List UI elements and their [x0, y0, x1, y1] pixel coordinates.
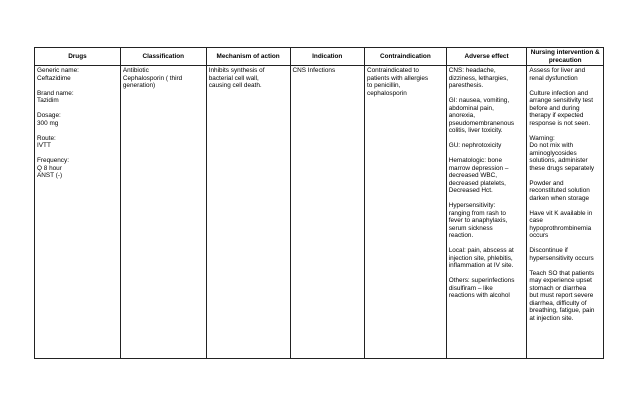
- cell-line: CNS Infections: [292, 67, 336, 74]
- cell-line: Q 8 hour: [37, 164, 62, 172]
- cell-line: Dosage:: [37, 112, 61, 119]
- cell-line: renal dysfunction: [529, 74, 578, 82]
- cell-line: arrange sensitivity test: [529, 97, 593, 104]
- cell-line: Tazidim: [37, 97, 59, 104]
- cell-line: CNS: headache,: [448, 67, 496, 74]
- cell-line: reconstituted solution: [529, 187, 590, 194]
- header-drugs: Drugs: [35, 48, 121, 66]
- cell-line: solutions, administer: [529, 157, 588, 164]
- cell-line: to penicillin,: [367, 82, 401, 89]
- cell-line: paresthesis.: [448, 82, 484, 89]
- table-row: [35, 66, 604, 359]
- cell-line: pseudomembranenous: [448, 119, 515, 127]
- header-adverse-effect: Adverse effect: [446, 48, 527, 66]
- paragraph-gap: [449, 240, 525, 248]
- cell-line: anorexia,: [448, 112, 476, 119]
- cell-line: hypersensitivity occurs: [529, 254, 594, 262]
- cell-line: Contraindicated to: [367, 67, 419, 74]
- cell-line: aminoglycosides: [529, 149, 577, 157]
- cell-line: generation): [122, 82, 156, 89]
- paragraph-gap: [529, 202, 601, 210]
- cell-line: Frequency:: [37, 157, 69, 164]
- cell-line: stomach or diarrhea: [529, 284, 587, 292]
- paragraph-gap: [449, 195, 525, 203]
- cell-line: Inhibits synthesis of: [208, 67, 265, 74]
- paragraph-gap: [37, 82, 118, 90]
- cell-line: therapy if expected: [529, 112, 584, 119]
- paragraph-gap: [449, 270, 525, 278]
- cell-line: bacterial cell wall,: [208, 74, 259, 82]
- cell-contraindication: [365, 66, 447, 359]
- cell-classification: [120, 66, 206, 359]
- cell-line: Teach SO that patients: [529, 269, 595, 277]
- cell-line: injection site, phlebitis,: [448, 254, 513, 262]
- cell-line: at injection site.: [529, 314, 574, 322]
- cell-line: fever to anaphylaxis,: [448, 217, 508, 224]
- cell-line: Generic name:: [37, 67, 79, 74]
- cell-line: 300 mg: [37, 119, 59, 127]
- cell-line: serum sickness: [448, 224, 493, 232]
- cell-line: darken when storage: [529, 194, 590, 202]
- cell-line: disulfiram – like: [448, 284, 493, 292]
- cell-line: abdominal pain,: [448, 104, 494, 112]
- cell-line: Ceftazidime: [37, 74, 71, 82]
- cell-line: reactions with alcohol: [448, 292, 510, 299]
- header-nursing-intervention: Nursing intervention & precaution: [527, 48, 604, 66]
- paragraph-gap: [449, 90, 525, 98]
- cell-line: decreased platelets,: [448, 179, 506, 187]
- cell-line: Hypersensitivity:: [448, 202, 496, 209]
- cell-line: Local: pain, abscess at: [448, 247, 514, 254]
- cell-drugs: [35, 66, 121, 359]
- cell-line: marrow depression –: [448, 164, 509, 172]
- cell-line: patients with allergies: [367, 74, 429, 82]
- cell-line: response is not seen.: [529, 119, 591, 127]
- cell-line: Others: superinfections: [448, 277, 515, 284]
- cell-line: these drugs separately: [529, 164, 595, 172]
- paragraph-gap: [37, 150, 118, 158]
- cell-line: Brand name:: [37, 89, 74, 97]
- drug-study-table: [34, 47, 604, 359]
- cell-line: cephalosporin: [367, 89, 407, 97]
- cell-line: reaction.: [448, 232, 474, 239]
- cell-line: may experience upset: [529, 277, 592, 284]
- paragraph-gap: [529, 262, 601, 270]
- cell-line: diarrhea, difficulty of: [529, 299, 587, 307]
- paragraph-gap: [529, 127, 601, 135]
- cell-line: Antibiotic: [122, 67, 149, 74]
- paragraph-gap: [529, 82, 601, 90]
- cell-line: dizziness, lethargies,: [448, 74, 509, 82]
- paragraph-gap: [529, 240, 601, 248]
- cell-line: occurs: [529, 232, 549, 239]
- cell-adverse-effect: [446, 66, 527, 359]
- cell-line: IVTT: [37, 142, 51, 149]
- cell-line: Have vit K available in: [529, 209, 593, 217]
- cell-line: decreased WBC,: [448, 172, 498, 179]
- cell-line: breathing, fatigue, pain: [529, 307, 595, 314]
- cell-line: Route:: [37, 134, 56, 142]
- cell-line: before and during: [529, 104, 580, 112]
- paragraph-gap: [37, 105, 118, 113]
- cell-line: colitis, liver toxicity.: [448, 127, 503, 134]
- cell-line: hypoprothrombinemia: [529, 224, 592, 232]
- header-classification: Classification: [120, 48, 206, 66]
- cell-line: Do not mix with: [529, 142, 574, 149]
- cell-line: GU: nephrotoxicity: [448, 142, 502, 149]
- cell-line: ANST (-): [37, 172, 63, 179]
- cell-mechanism: [206, 66, 290, 359]
- header-row: [35, 48, 604, 66]
- cell-line: Discontinue if: [529, 247, 568, 254]
- cell-line: Powder and: [529, 179, 564, 187]
- cell-line: Cephalosporin ( third: [122, 74, 183, 82]
- paragraph-gap: [529, 172, 601, 180]
- header-contraindication: Contraindication: [365, 48, 447, 66]
- cell-line: causing cell death.: [208, 82, 262, 89]
- cell-line: Decreased Hct.: [448, 187, 493, 194]
- cell-line: Hematologic: bone: [448, 157, 503, 164]
- cell-indication: [290, 66, 364, 359]
- cell-nursing-intervention: [527, 66, 604, 359]
- header-indication: Indication: [290, 48, 364, 66]
- cell-line: but must report severe: [529, 292, 594, 299]
- cell-line: inflammation at IV site.: [448, 262, 514, 269]
- cell-line: Warning:: [529, 134, 555, 142]
- cell-line: case: [529, 217, 543, 224]
- cell-line: ranging from rash to: [448, 209, 506, 217]
- paragraph-gap: [449, 135, 525, 143]
- cell-line: GI: nausea, vomiting,: [448, 97, 510, 104]
- paragraph-gap: [449, 150, 525, 158]
- header-mechanism: Mechanism of action: [206, 48, 290, 66]
- paragraph-gap: [37, 127, 118, 135]
- cell-line: Culture infection and: [529, 89, 589, 97]
- cell-line: Assess for liver and: [529, 67, 586, 74]
